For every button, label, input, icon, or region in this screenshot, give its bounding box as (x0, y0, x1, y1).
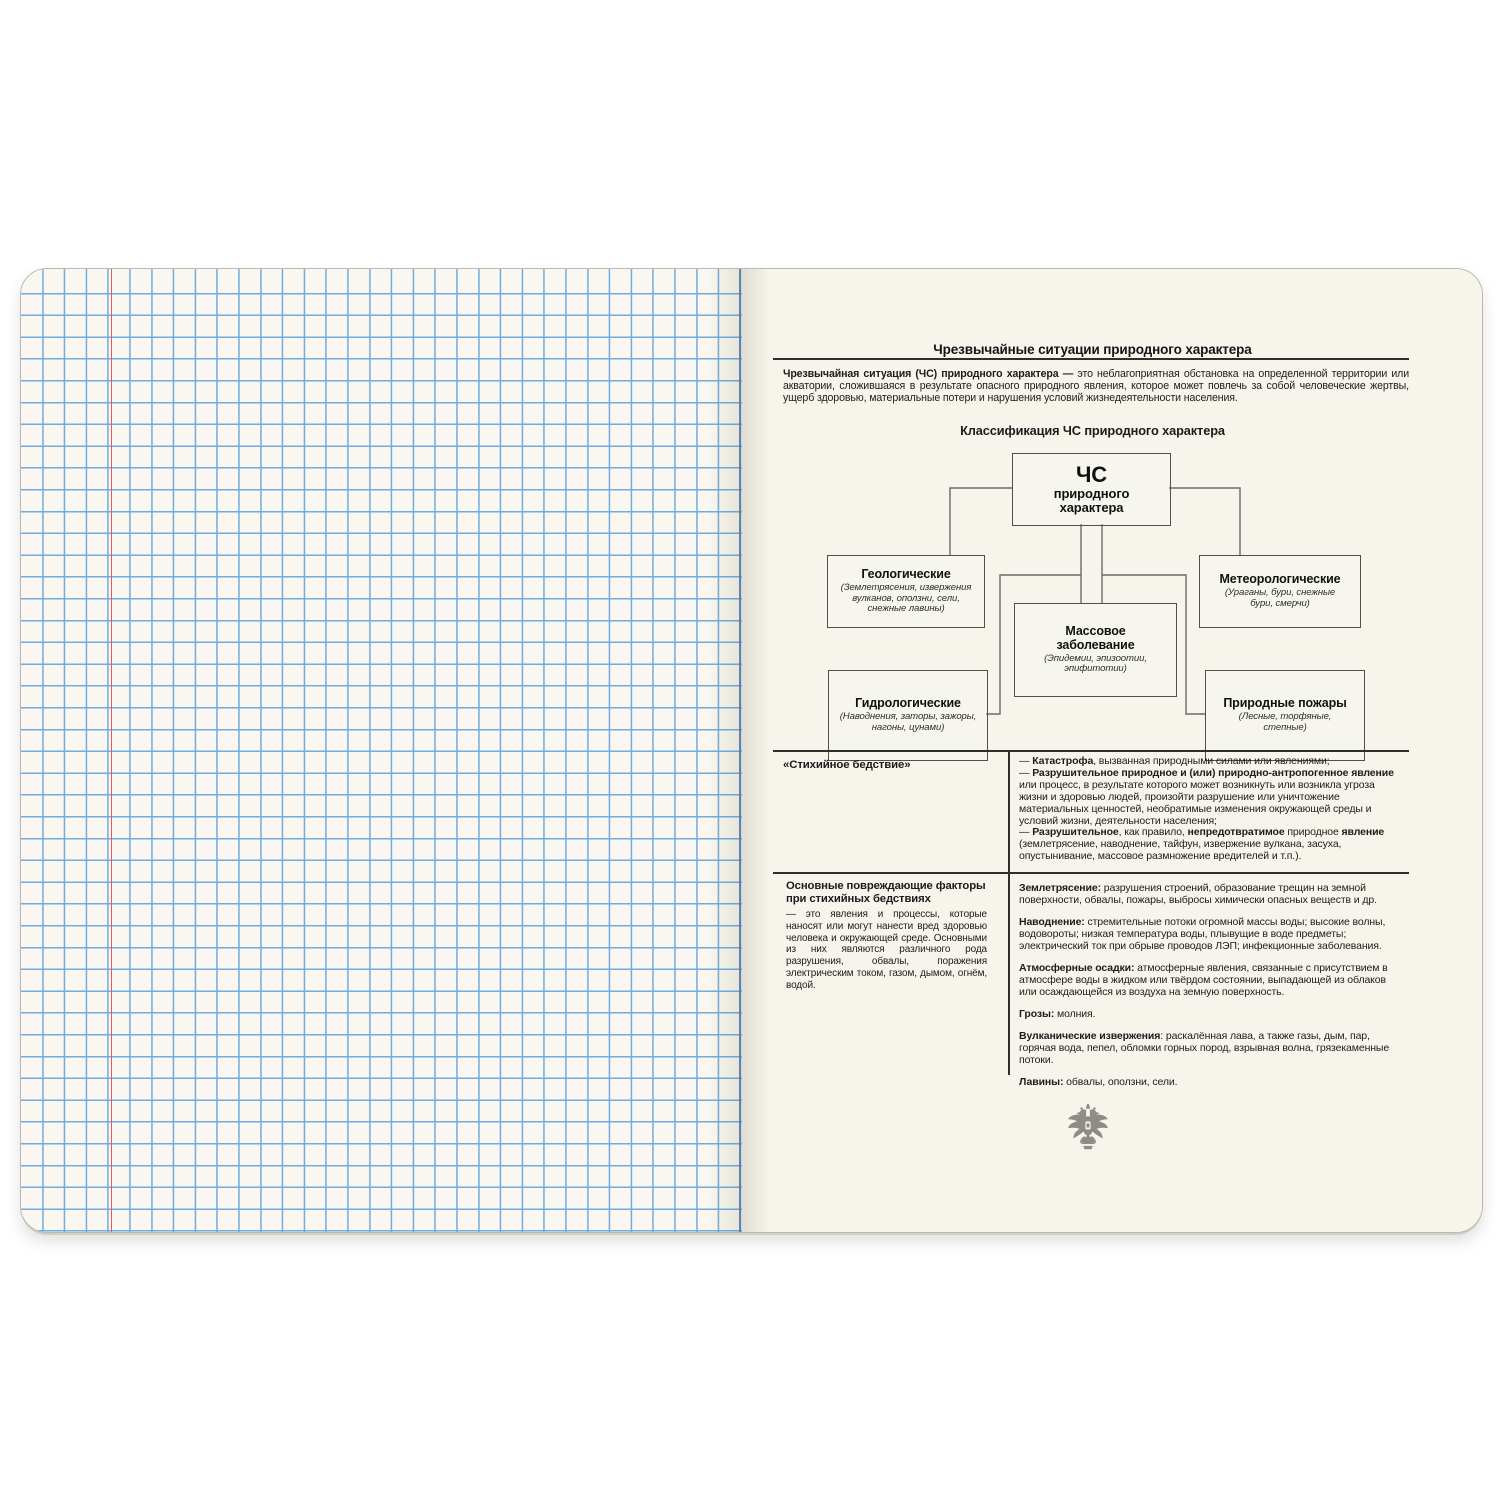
node-title: Гидрологические (855, 696, 961, 711)
disaster-definition-item: — Катастрофа, вызванная природными силами или явлениями; (1019, 755, 1330, 767)
diagram-node-hydrological (828, 670, 988, 761)
diagram-title: Классификация ЧС природного характера (960, 423, 1225, 438)
node-title: Массовое заболевание (1056, 624, 1135, 652)
factors-heading: Основные повреждающие факторы при стихийных бедствиях (786, 880, 986, 905)
disaster-definitions (1019, 756, 1404, 863)
disaster-definition-item: — Разрушительное, как правило, непредотвратимое природное явление (землетрясение, наводнение, тайфун, извержение вулкана, засуха, опустынивание, массовое размножение вредителей и т.п.). (1019, 826, 1385, 863)
diagram-node-meteorological (1199, 555, 1361, 628)
column-divider (1008, 750, 1010, 1075)
diagram-node-mass-disease (1014, 603, 1177, 697)
title-rule (773, 358, 1409, 360)
node-subtitle: (Лесные, торфяные, степные) (1238, 711, 1332, 733)
page-title: Чрезвычайные ситуации природного характера (933, 342, 1252, 357)
diagram-node-root (1012, 453, 1171, 526)
factor-entry: Наводнение: стремительные потоки огромной массы воды; высокие волны, водовороты; низкая температура воды, плывущие в воде предметы; электрический ток при обрыве проводов ЛЭП; инфекционные заболевания. (1019, 916, 1386, 952)
factor-entry: Лавины: обвалы, оползни, сели. (1019, 1076, 1178, 1089)
diagram-node-wildfires (1205, 670, 1365, 761)
node-subtitle: (Эпидемии, эпизоотии, эпифитотии) (1044, 652, 1147, 675)
factors-entries (1019, 883, 1404, 1099)
section-rule-2 (773, 872, 1409, 874)
root-node-subtitle: природного характера (1053, 486, 1130, 515)
disaster-definition-item: — Разрушительное природное и (или) природно-антропогенное явление или процесс, в результате которого может возникнуть или возникла угроза жизни и здоровью людей, произойти разрушение или уничтожение материальных ценностей, необратимые изменения окружающей среды и условий жизни, деятельности населения; (1019, 766, 1394, 827)
node-subtitle: (Землетрясения, извержения вулканов, оползни, сели, снежные лавины) (840, 582, 972, 615)
factors-definition: — это явления и процессы, которые наносят или могут нанести вред здоровью человека и окружающей среде. Основными из них являются различного рода разрушения, обвалы, поражения электрическим током, газом, дымом, огнём, водой. (786, 909, 987, 991)
root-node-title: ЧС (1075, 462, 1108, 487)
node-subtitle: (Наводнения, заторы, зажоры, нагоны, цунами) (839, 711, 977, 733)
disaster-term-label: «Стихийное бедствие» (783, 759, 911, 771)
factor-entry: Вулканические извержения: раскалённая лава, а также газы, дым, пар, горячая вода, пепел, обломки горных пород, взрывная волна, грязекаменные потоки. (1019, 1030, 1390, 1066)
section-rule-1 (773, 750, 1409, 752)
diagram-node-geological (827, 555, 985, 628)
coat-of-arms-eagle-icon (1064, 1103, 1112, 1155)
factor-entry: Грозы: молния. (1019, 1007, 1096, 1020)
node-title: Геологические (861, 567, 951, 582)
factor-entry: Землетрясение: разрушения строений, образование трещин на земной поверхности, обвалы, пожары, выбросы химически опасных веществ и др. (1019, 882, 1377, 906)
node-subtitle: (Ураганы, бури, снежные бури, смерчи) (1224, 587, 1336, 609)
node-title: Метеорологические (1219, 572, 1341, 587)
intro-paragraph: Чрезвычайная ситуация (ЧС) природного характера — это неблагоприятная обстановка на определенной территории или акватории, сложившаяся в результате опасного природного явления, которое может повлечь за собой человеческие жертвы, ущерб здоровью, материальные потери и нарушения условий жизнедеятельности населения. (783, 368, 1409, 404)
factor-entry: Атмосферные осадки: атмосферные явления, связанные с присутствием в атмосфере воды в жидком или твёрдом состоянии, выпадающей из облаков или осаждающейся из воздуха на земную поверхность. (1019, 961, 1388, 998)
node-title: Природные пожары (1223, 696, 1347, 711)
